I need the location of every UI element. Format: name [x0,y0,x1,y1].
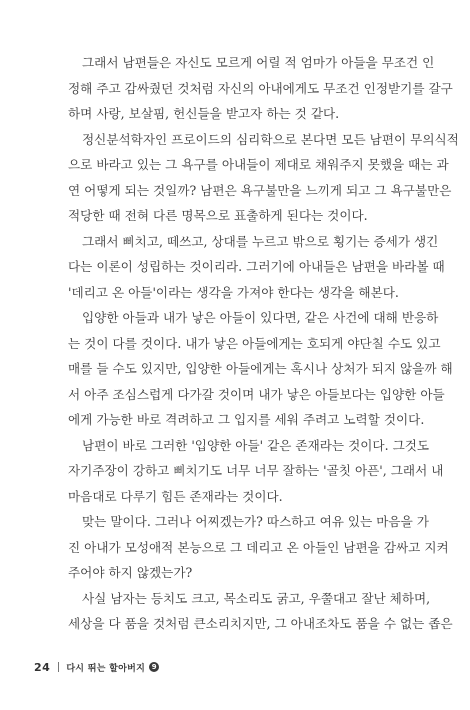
text-line: '데리고 온 아들'이라는 생각을 가져야 한다는 생각을 해본다. [68,284,399,300]
text-line: 그래서 남편들은 자신도 모르게 어릴 적 엄마가 아들을 무조건 인 [82,55,435,70]
body-text [68,50,459,637]
text-line: 남편이 바로 그러한 '입양한 아들' 같은 존재라는 것이다. 그것도 [82,437,430,453]
text-line: 는 것이 다를 것이다. 내가 낳은 아들에게는 호되게 야단칠 수도 있고 [68,335,441,351]
text-line: 매를 들 수도 있지만, 입양한 아들에게는 혹시나 상처가 되지 않을까 해 [68,361,453,376]
paragraph [68,50,453,127]
text-line: 마음대로 다루기 힘든 존재라는 것이다. [68,488,283,504]
text-line: 정신분석학자인 프로이드의 심리학으로 본다면 모든 남편이 무의식적 [82,131,459,147]
paragraph [68,433,444,510]
page-number: 24 [34,660,51,674]
text-line: 세상을 다 품을 것처럼 큰소리치지만, 그 아내조차도 품을 수 없는 좁은 [68,616,453,631]
text-line: 자기주장이 강하고 삐치기도 너무 너무 잘하는 '골칫 아픈', 그래서 내 [68,463,444,478]
text-line: 연 어떻게 되는 것일까? 남편은 욕구불만을 느끼게 되고 그 욕구불만은 [68,182,452,198]
footer-divider [58,662,59,672]
paragraph [68,229,445,306]
text-line: 다는 이론이 성립하는 것이리라. 그러기에 아내들은 남편을 바라볼 때 [68,259,445,274]
paragraph [68,509,449,586]
book-title: 다시 뛰는 할아버지 [66,663,146,674]
text-line: 그래서 삐치고, 떼쓰고, 상대를 누르고 밖으로 횡기는 증세가 생긴 [82,233,439,249]
paragraph [68,586,453,637]
text-line: 에게 가능한 바로 격려하고 그 입지를 세워 주려고 노력할 것이다. [68,412,425,427]
text-line: 입양한 아들과 내가 낳은 아들이 있다면, 같은 사건에 대해 반응하 [82,310,439,325]
text-line: 정해 주고 감싸줬던 것처럼 자신의 아내에게도 무조건 인정받기를 갈구 [68,80,453,96]
text-line: 하며 사랑, 보살핌, 헌신들을 받고자 하는 것 같다. [68,106,340,121]
text-line: 사실 남자는 등치도 크고, 목소리도 굵고, 우쭐대고 잘난 체하며, [82,590,431,606]
volume-badge: 9 [149,662,159,672]
text-line: 적당한 때 전혀 다른 명목으로 표출하게 된다는 것이다. [68,208,368,223]
paragraph [68,127,459,229]
paragraph [68,305,453,433]
text-line: 서 아주 조심스럽게 다가갈 것이며 내가 낳은 아들보다는 입양한 아들 [68,386,445,402]
text-line: 맞는 말이다. 그러나 어찌겠는가? 따스하고 여유 있는 마음을 가 [82,514,429,529]
text-line: 으로 바라고 있는 그 욕구를 아내들이 제대로 채워주지 못했을 때는 과 [68,157,449,172]
text-line: 주어야 하지 않겠는가? [68,565,193,580]
page-footer [34,659,159,675]
text-line: 진 아내가 모성애적 본능으로 그 데리고 온 아들인 남편을 감싸고 지켜 [68,539,449,555]
